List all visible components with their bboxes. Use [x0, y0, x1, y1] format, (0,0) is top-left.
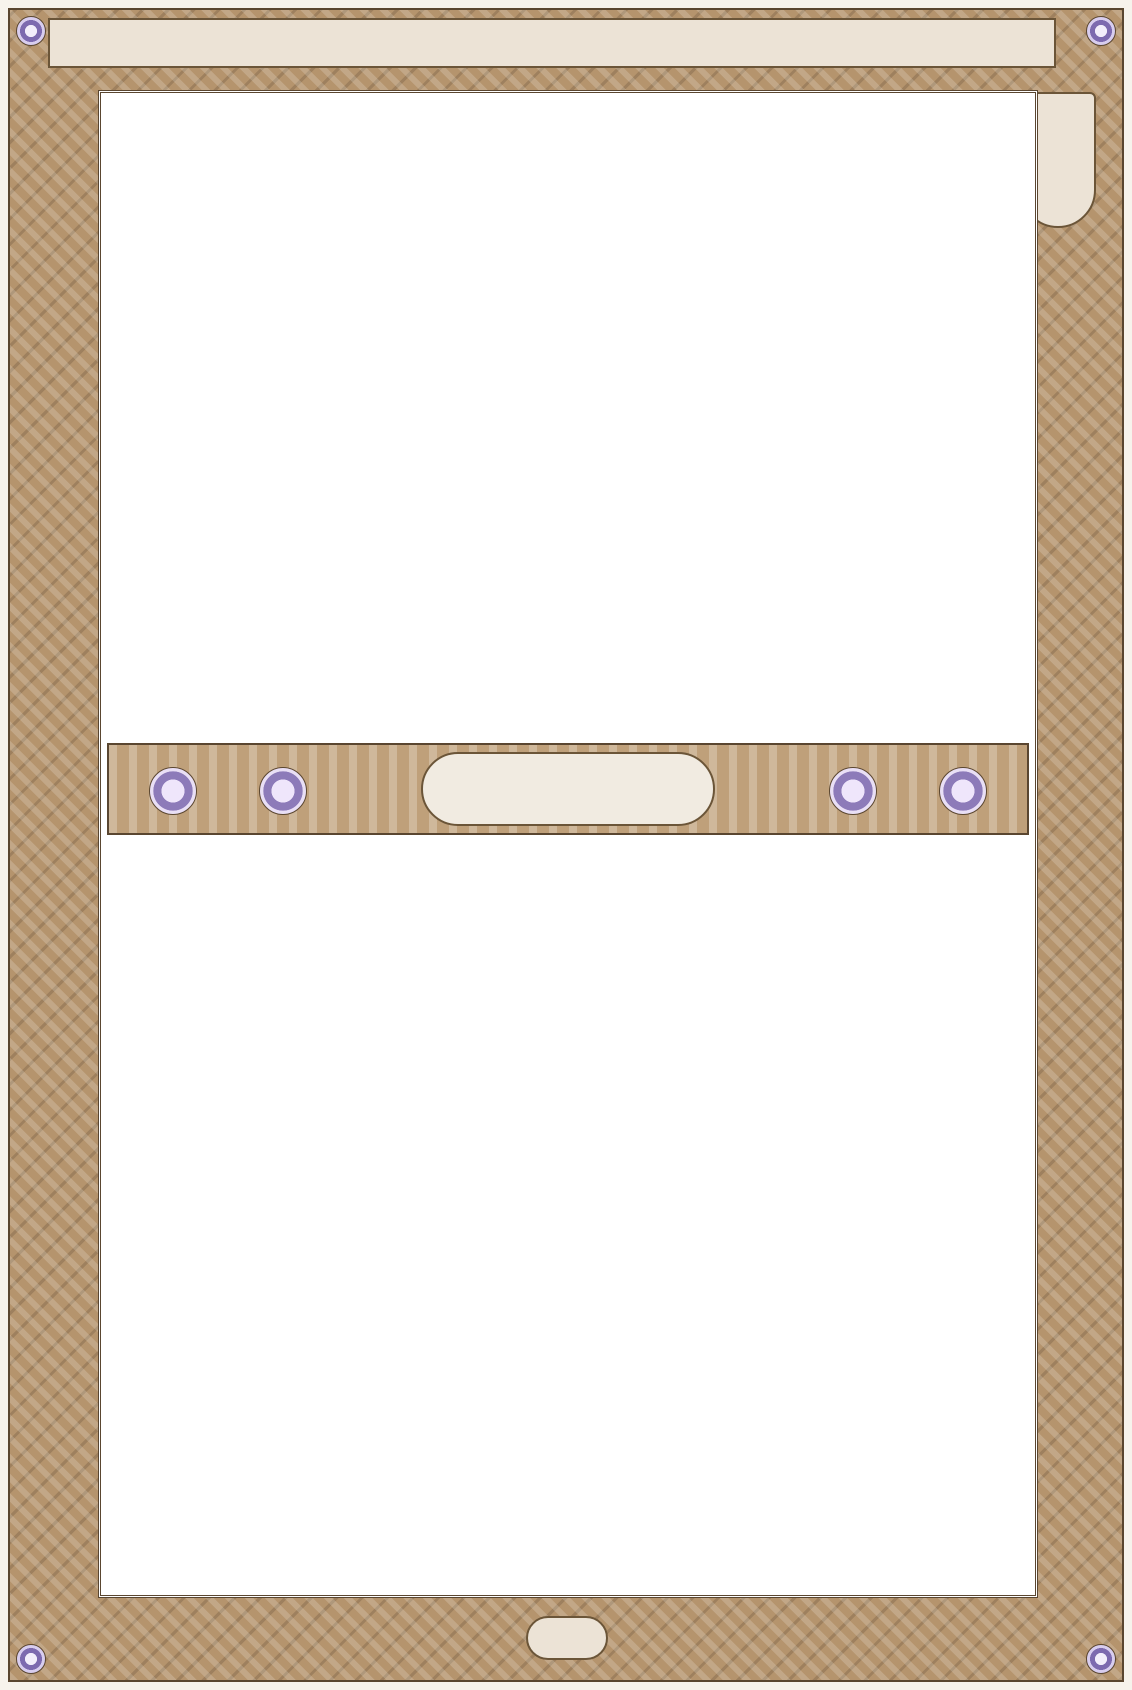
corner-rosette-icon [16, 16, 46, 46]
page-header [48, 18, 1056, 68]
corner-rosette-icon [16, 1644, 46, 1674]
rosette-icon [829, 767, 877, 815]
rosette-icon [259, 767, 307, 815]
rosette-icon [149, 767, 197, 815]
surah-name-plate [421, 752, 715, 826]
surah-banner [107, 743, 1029, 835]
corner-rosette-icon [1086, 1644, 1116, 1674]
text-page [98, 90, 1038, 1598]
rosette-icon [939, 767, 987, 815]
corner-rosette-icon [1086, 16, 1116, 46]
basmala [101, 845, 1035, 915]
page-number [526, 1616, 608, 1660]
